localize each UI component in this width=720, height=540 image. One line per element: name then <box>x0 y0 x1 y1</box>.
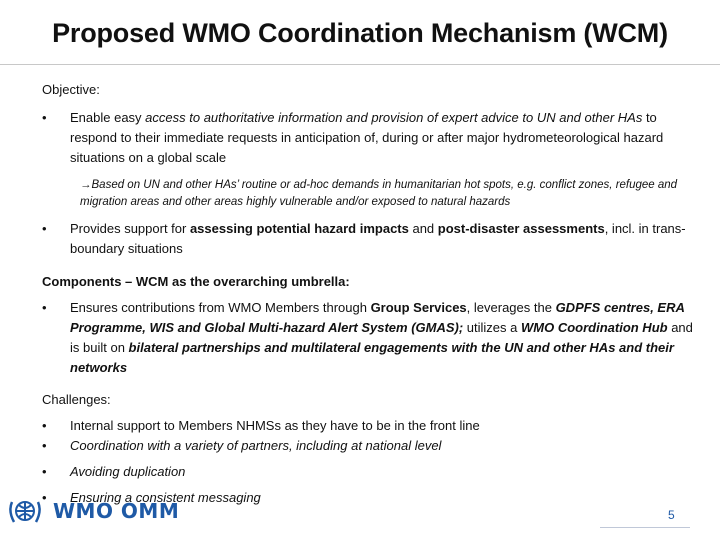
wmo-logo <box>5 494 179 528</box>
page-number: 5 <box>668 508 675 522</box>
title-divider <box>0 64 720 65</box>
text-run: Group Services <box>370 300 467 315</box>
text-run: bilateral partnerships and multilateral engagements with the UN and other HAs and their networks <box>70 340 674 375</box>
challenge-item-text: Ensuring a consistent messaging <box>70 490 261 505</box>
components-bullet-1-text <box>70 300 693 375</box>
logo-text: WMO OMM <box>53 499 180 523</box>
bullet-marker: • <box>42 300 47 315</box>
bullet-marker: • <box>42 464 47 479</box>
bullet-marker: • <box>42 110 47 125</box>
text-run: , leverages the <box>466 300 556 315</box>
challenge-item-text: Avoiding duplication <box>70 464 186 479</box>
bullet-marker: • <box>42 438 47 453</box>
wmo-emblem-icon <box>5 494 45 528</box>
objective-heading: Objective: <box>42 82 100 97</box>
challenge-item-text: Internal support to Members NHMSs as they have to be in the front line <box>70 418 480 433</box>
text-run: GDPFS centres, ERA Programme, WIS and Global Multi-hazard Alert System (GMAS); <box>70 300 685 335</box>
objective-bullet-1-text <box>70 110 663 165</box>
objective-bullet-1 <box>42 108 702 168</box>
bullet-marker: • <box>42 221 47 236</box>
objective-bullet-2 <box>42 219 702 259</box>
challenge-item <box>42 436 702 456</box>
text-run: and is built on <box>70 320 693 355</box>
text-run: and <box>408 221 438 236</box>
text-run: WMO Coordination Hub <box>521 320 668 335</box>
objective-note: →Based on UN and other HAs’ routine or ad-hoc demands in humanitarian hot spots, e.g. conflict zones, refugee and migration areas and other areas highly vulnerable and/or exposed to natural hazards <box>80 179 678 208</box>
bullet-marker: • <box>42 418 47 433</box>
slide-body <box>42 80 702 508</box>
text-run: post-disaster assessments <box>437 221 605 236</box>
challenges-heading: Challenges: <box>42 392 111 407</box>
text-run: , incl. in trans-boundary situations <box>70 221 686 256</box>
challenge-item <box>42 416 702 436</box>
challenge-item <box>42 462 702 482</box>
components-heading <box>42 272 702 292</box>
challenge-item-text: Coordination with a variety of partners, including at national level <box>70 438 442 453</box>
text-run: access to authoritative information and provision of expert advice to UN and other HAs <box>145 110 643 125</box>
text-run: Ensures contributions from WMO Members through <box>70 300 371 315</box>
text-run: Enable easy <box>70 110 146 125</box>
text-run: utilizes a <box>463 320 521 335</box>
text-run: Provides support for <box>70 221 190 236</box>
bullet-marker: • <box>42 490 47 505</box>
page-number-underline <box>600 527 690 528</box>
objective-bullet-2-text <box>70 221 686 256</box>
text-run: assessing potential hazard impacts <box>189 221 409 236</box>
components-bullet-1 <box>42 298 702 378</box>
text-run: to respond to their immediate requests in anticipation of, during or after major hydrometeorological hazard situations on a global scale <box>70 110 664 165</box>
slide-title: Proposed WMO Coordination Mechanism (WCM) <box>52 18 668 48</box>
components-heading-text: Components – WCM as the overarching umbrella: <box>42 274 350 289</box>
